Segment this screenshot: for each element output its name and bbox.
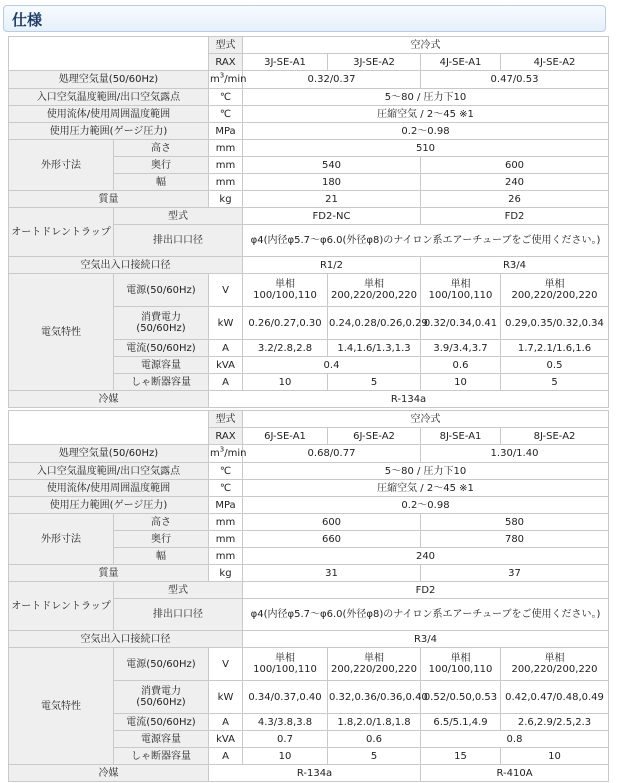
- value-power: 単相 200,220/200,220: [328, 648, 421, 681]
- row-label-power: 電源(50/60Hz): [114, 274, 209, 307]
- unit-temp: ℃: [209, 89, 243, 106]
- cooling-method: 空冷式: [243, 37, 609, 54]
- row-label-ad-type: 型式: [114, 208, 243, 225]
- value-capacity: 0.6: [421, 357, 501, 374]
- row-label-elec: 電気特性: [9, 274, 114, 391]
- value-fluid: 圧縮空気 / 2～45 ※1: [243, 106, 609, 123]
- value-capacity: 0.6: [328, 731, 421, 748]
- unit-current: A: [209, 714, 243, 731]
- value-breaker: 15: [421, 748, 501, 765]
- unit-current: A: [209, 340, 243, 357]
- value-consumption: 0.26/0.27,0.30: [243, 307, 328, 340]
- value-consumption: 0.42,0.47/0.48,0.49: [501, 681, 609, 714]
- row-label-dims: 外形寸法: [9, 514, 114, 565]
- row-label-flow: 処理空気量(50/60Hz): [9, 71, 209, 89]
- value-temp: 5～80 / 圧力下10: [243, 463, 609, 480]
- value-power: 単相 200,220/200,220: [501, 648, 609, 681]
- model-name: 3J-SE-A2: [328, 54, 421, 71]
- unit-depth: mm: [209, 157, 243, 174]
- value-refrigerant: R-410A: [421, 765, 609, 782]
- row-label-elec: 電気特性: [9, 648, 114, 765]
- value-current: 3.9/3.4,3.7: [421, 340, 501, 357]
- type-label: 型式: [209, 411, 243, 428]
- value-width: 240: [243, 548, 609, 565]
- row-label-fluid: 使用流体/使用周囲温度範囲: [9, 480, 209, 497]
- section-heading-title: 仕様: [12, 11, 43, 29]
- corner-cell: [9, 411, 209, 445]
- row-label-width: 幅: [114, 548, 209, 565]
- value-consumption: 0.32,0.36/0.36,0.40: [328, 681, 421, 714]
- unit-capacity: kVA: [209, 357, 243, 374]
- type-label: 型式: [209, 37, 243, 54]
- model-name: 4J-SE-A2: [501, 54, 609, 71]
- value-ad-type: FD2: [243, 582, 609, 599]
- value-breaker: 10: [421, 374, 501, 391]
- value-current: 4.3/3.8,3.8: [243, 714, 328, 731]
- unit-width: mm: [209, 174, 243, 191]
- row-label-depth: 奥行: [114, 531, 209, 548]
- row-label-pressure: 使用圧力範囲(ゲージ圧力): [9, 123, 209, 140]
- unit-mass: kg: [209, 565, 243, 582]
- value-breaker: 10: [243, 748, 328, 765]
- value-breaker: 10: [243, 374, 328, 391]
- row-label-consumption: 消費電力 (50/60Hz): [114, 681, 209, 714]
- value-consumption: 0.32/0.34,0.41: [421, 307, 501, 340]
- unit-width: mm: [209, 548, 243, 565]
- value-port: R1/2: [243, 257, 421, 274]
- value-depth: 660: [243, 531, 421, 548]
- unit-height: mm: [209, 140, 243, 157]
- value-port: R3/4: [421, 257, 609, 274]
- row-label-current: 電流(50/60Hz): [114, 340, 209, 357]
- unit-breaker: A: [209, 374, 243, 391]
- row-label-fluid: 使用流体/使用周囲温度範囲: [9, 106, 209, 123]
- row-label-port: 空気出入口接続口径: [9, 257, 243, 274]
- unit-consumption: kW: [209, 307, 243, 340]
- unit-temp: ℃: [209, 463, 243, 480]
- unit-power: V: [209, 274, 243, 307]
- value-ad-outlet: φ4(内径φ5.7～φ6.0(外径φ8)のナイロン系エアーチューブをご使用ください。): [243, 599, 609, 631]
- cooling-method: 空冷式: [243, 411, 609, 428]
- value-depth: 780: [421, 531, 609, 548]
- row-label-pressure: 使用圧力範囲(ゲージ圧力): [9, 497, 209, 514]
- unit-flow: $m^3/\min$: [209, 445, 243, 463]
- value-fluid: 圧縮空気 / 2～45 ※1: [243, 480, 609, 497]
- value-depth: 600: [421, 157, 609, 174]
- row-label-consumption: 消費電力 (50/60Hz): [114, 307, 209, 340]
- value-capacity: 0.8: [421, 731, 609, 748]
- value-mass: 31: [243, 565, 421, 582]
- value-temp: 5～80 / 圧力下10: [243, 89, 609, 106]
- value-ad-outlet: φ4(内径φ5.7～φ6.0(外径φ8)のナイロン系エアーチューブをご使用ください。): [243, 225, 609, 257]
- unit-flow: $m^3/\min$: [209, 71, 243, 89]
- row-label-current: 電流(50/60Hz): [114, 714, 209, 731]
- value-height: 600: [243, 514, 421, 531]
- value-mass: 21: [243, 191, 421, 208]
- value-ad-type: FD2: [421, 208, 609, 225]
- section-heading: [3, 5, 606, 32]
- value-breaker: 5: [501, 374, 609, 391]
- value-flow: 0.68/0.77: [243, 445, 421, 463]
- unit-pressure: MPa: [209, 497, 243, 514]
- corner-cell: [9, 37, 209, 71]
- row-label-temp: 入口空気温度範囲/出口空気露点: [9, 89, 209, 106]
- value-height: 510: [243, 140, 609, 157]
- unit-height: mm: [209, 514, 243, 531]
- model-name: 6J-SE-A1: [243, 428, 328, 445]
- value-mass: 26: [421, 191, 609, 208]
- value-consumption: 0.34/0.37,0.40: [243, 681, 328, 714]
- value-pressure: 0.2～0.98: [243, 123, 609, 140]
- value-current: 3.2/2.8,2.8: [243, 340, 328, 357]
- unit-breaker: A: [209, 748, 243, 765]
- value-consumption: 0.24,0.28/0.26,0.29: [328, 307, 421, 340]
- value-capacity: 0.4: [243, 357, 421, 374]
- row-label-height: 高さ: [114, 514, 209, 531]
- row-label-width: 幅: [114, 174, 209, 191]
- model-name: 8J-SE-A1: [421, 428, 501, 445]
- value-pressure: 0.2～0.98: [243, 497, 609, 514]
- value-refrigerant: R-134a: [209, 391, 609, 408]
- value-current: 1.4,1.6/1.3,1.3: [328, 340, 421, 357]
- row-label-depth: 奥行: [114, 157, 209, 174]
- unit-fluid: ℃: [209, 106, 243, 123]
- value-current: 2.6,2.9/2.5,2.3: [501, 714, 609, 731]
- row-label-breaker: しゃ断器容量: [114, 748, 209, 765]
- spec-table-1: [8, 36, 609, 408]
- unit-capacity: kVA: [209, 731, 243, 748]
- row-label-mass: 質量: [9, 565, 209, 582]
- row-label-height: 高さ: [114, 140, 209, 157]
- value-consumption: 0.52/0.50,0.53: [421, 681, 501, 714]
- unit-power: V: [209, 648, 243, 681]
- value-breaker: 5: [328, 374, 421, 391]
- rax-label: RAX: [209, 54, 243, 71]
- value-flow: 0.32/0.37: [243, 71, 421, 89]
- value-depth: 540: [243, 157, 421, 174]
- value-flow: 0.47/0.53: [421, 71, 609, 89]
- model-name: 4J-SE-A1: [421, 54, 501, 71]
- row-label-temp: 入口空気温度範囲/出口空気露点: [9, 463, 209, 480]
- value-flow: 1.30/1.40: [421, 445, 609, 463]
- unit-depth: mm: [209, 531, 243, 548]
- row-label-power: 電源(50/60Hz): [114, 648, 209, 681]
- row-label-autodrain: オートドレントラップ: [9, 582, 114, 631]
- unit-consumption: kW: [209, 681, 243, 714]
- row-label-dims: 外形寸法: [9, 140, 114, 191]
- value-power: 単相 100/100,110: [243, 648, 328, 681]
- value-refrigerant: R-134a: [209, 765, 421, 782]
- row-label-ad-outlet: 排出口口径: [114, 225, 243, 257]
- value-power: 単相 100/100,110: [243, 274, 328, 307]
- value-consumption: 0.29,0.35/0.32,0.34: [501, 307, 609, 340]
- value-power: 単相 100/100,110: [421, 274, 501, 307]
- row-label-refrigerant: 冷媒: [9, 391, 209, 408]
- model-name: 3J-SE-A1: [243, 54, 328, 71]
- value-capacity: 0.7: [243, 731, 328, 748]
- row-label-autodrain: オートドレントラップ: [9, 208, 114, 257]
- value-power: 単相 100/100,110: [421, 648, 501, 681]
- row-label-ad-outlet: 排出口口径: [114, 599, 243, 631]
- row-label-ad-type: 型式: [114, 582, 243, 599]
- value-current: 1.8,2.0/1.8,1.8: [328, 714, 421, 731]
- row-label-port: 空気出入口接続口径: [9, 631, 243, 648]
- row-label-flow: 処理空気量(50/60Hz): [9, 445, 209, 463]
- value-current: 1.7,2.1/1.6,1.6: [501, 340, 609, 357]
- value-mass: 37: [421, 565, 609, 582]
- unit-fluid: ℃: [209, 480, 243, 497]
- row-label-mass: 質量: [9, 191, 209, 208]
- value-breaker: 5: [328, 748, 421, 765]
- value-port: R3/4: [243, 631, 609, 648]
- row-label-capacity: 電源容量: [114, 731, 209, 748]
- value-ad-type: FD2-NC: [243, 208, 421, 225]
- model-name: 6J-SE-A2: [328, 428, 421, 445]
- model-name: 8J-SE-A2: [501, 428, 609, 445]
- rax-label: RAX: [209, 428, 243, 445]
- row-label-breaker: しゃ断器容量: [114, 374, 209, 391]
- row-label-refrigerant: 冷媒: [9, 765, 209, 782]
- value-power: 単相 200,220/200,220: [328, 274, 421, 307]
- value-breaker: 10: [501, 748, 609, 765]
- value-power: 単相 200,220/200,220: [501, 274, 609, 307]
- spec-table-2: [8, 410, 609, 782]
- value-width: 240: [421, 174, 609, 191]
- row-label-capacity: 電源容量: [114, 357, 209, 374]
- value-width: 180: [243, 174, 421, 191]
- unit-mass: kg: [209, 191, 243, 208]
- value-current: 6.5/5.1,4.9: [421, 714, 501, 731]
- value-height: 580: [421, 514, 609, 531]
- unit-pressure: MPa: [209, 123, 243, 140]
- value-capacity: 0.5: [501, 357, 609, 374]
